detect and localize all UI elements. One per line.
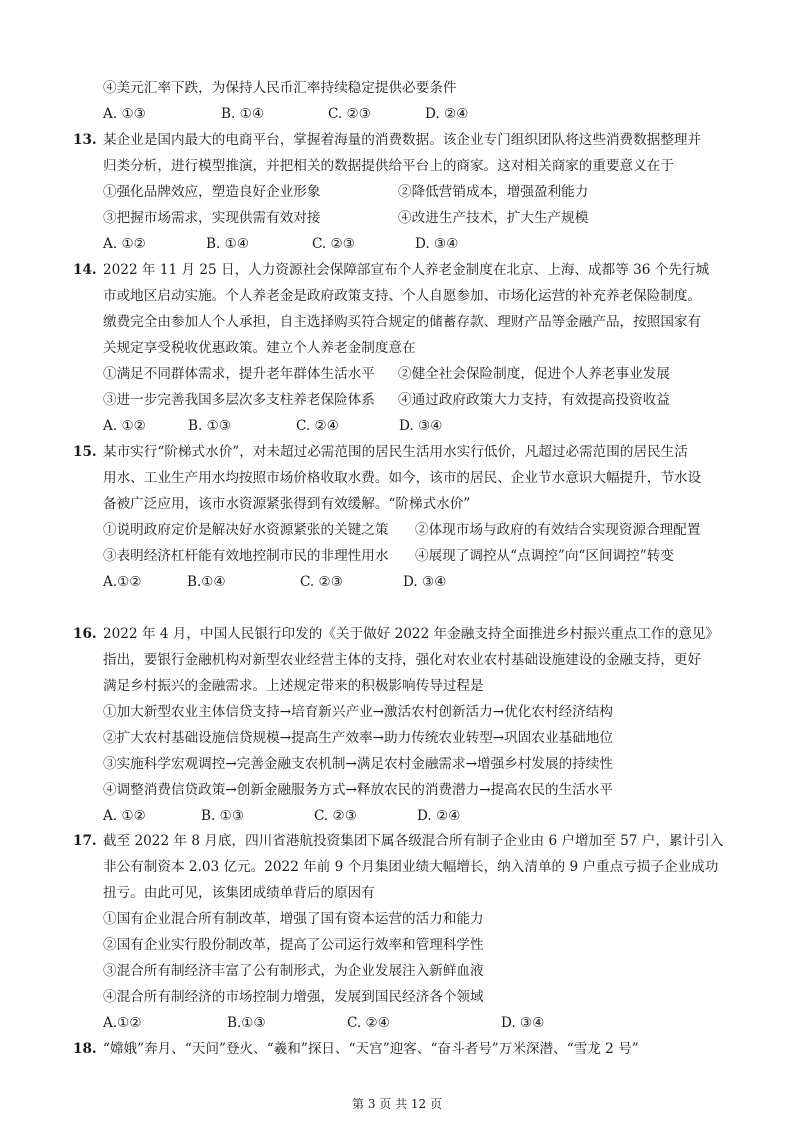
q15-option-a: A.①② <box>103 574 142 590</box>
q15-choice-4: ④展现了调控从“点调控”向“区间调控”转变 <box>415 548 674 564</box>
q17-number: 17. <box>73 833 97 849</box>
q16-stem-line-2: 指出，要银行金融机构对新型农业经营主体的支持，强化对农业农村基础设施建设的金融支持，更好 <box>103 652 702 668</box>
q13-option-b: B. ①④ <box>206 236 250 252</box>
q14-choice-1: ①满足不同群体需求，提升老年群体生活水平 <box>103 366 375 382</box>
q16-stem-line-1: 2022 年 4 月，中国人民银行印发的《关于做好 2022 年金融支持全面推进乡村振兴重点工作的意见》 <box>103 626 720 642</box>
q16-stem-line-3: 满足乡村振兴的金融需求。上述规定带来的积极影响传导过程是 <box>103 678 484 694</box>
q13-option-a: A. ①② <box>103 236 146 252</box>
q16-option-b: B. ①③ <box>201 808 245 824</box>
q15-number: 15. <box>73 444 97 460</box>
q18-number: 18. <box>73 1041 97 1057</box>
q17-item-3: ③混合所有制经济丰富了公有制形式，为企业发展注入新鲜血液 <box>103 963 484 979</box>
q16-item-1: ①加大新型农业主体信贷支持→培育新兴产业→激活农村创新活力→优化农村经济结构 <box>103 704 613 720</box>
q14-number: 14. <box>73 262 97 278</box>
q12-option-b: B. ①④ <box>221 106 265 122</box>
q17-option-a: A.①② <box>103 1015 142 1031</box>
q15-option-d: D. ③④ <box>403 574 447 590</box>
q16-option-a: A. ①② <box>103 808 146 824</box>
q13-choice-2: ②降低营销成本，增强盈利能力 <box>398 184 589 200</box>
q14-stem-line-1: 2022 年 11 月 25 日，人力资源社会保障部宣布个人养老金制度在北京、上海、成都等 36 个先行城 <box>103 262 710 278</box>
q14-stem-line-4: 关规定享受税收优惠政策。建立个人养老金制度意在 <box>103 340 416 356</box>
q15-choice-2: ②体现市场与政府的有效结合实现资源合理配置 <box>415 522 701 538</box>
q13-choice-4: ④改进生产技术，扩大生产规模 <box>398 210 589 226</box>
q14-option-b: B. ①③ <box>188 418 232 434</box>
q17-option-b: B.①③ <box>227 1015 266 1031</box>
q17-item-4: ④混合所有制经济的市场控制力增强，发展到国民经济各个领域 <box>103 989 484 1005</box>
q18-stem-line-1: “嫦娥”奔月、“天问”登火、“羲和”探日、“天宫”迎客、“奋斗者号”万米深潜、“雪龙 2 号” <box>103 1041 639 1057</box>
q17-stem-line-2: 非公有制资本 2.03 亿元。2022 年前 9 个月集团业绩大幅增长，纳入清单的 9 户重点亏损子企业成功 <box>103 859 719 875</box>
q13-choice-1: ①强化品牌效应，塑造良好企业形象 <box>103 184 321 200</box>
q12-option-d: D. ②④ <box>425 106 469 122</box>
q13-option-c: C. ②③ <box>312 236 355 252</box>
q13-stem-line-2: 归类分析，进行模型推演，并把相关的数据提供给平台上的商家。这对相关商家的重要意义在于 <box>103 158 674 174</box>
q12-choice-4: ④美元汇率下跌，为保持人民币汇率持续稳定提供必要条件 <box>103 80 457 96</box>
q14-option-d: D. ③④ <box>399 418 443 434</box>
q16-option-d: D. ②④ <box>417 808 461 824</box>
q16-item-2: ②扩大农村基础设施信贷规模→提高生产效率→助力传统农业转型→巩固农业基础地位 <box>103 730 613 746</box>
q16-number: 16. <box>73 626 97 642</box>
q17-stem-line-1: 截至 2022 年 8 月底，四川省港航投资集团下属各级混合所有制子企业由 6 户增加至 57 户，累计引入 <box>103 833 724 849</box>
q14-choice-3: ③进一步完善我国多层次多支柱养老保险体系 <box>103 392 375 408</box>
q13-number: 13. <box>73 132 97 148</box>
q13-option-d: D. ③④ <box>415 236 459 252</box>
q12-option-c: C. ②③ <box>328 106 371 122</box>
page-footer: 第 3 页 共 12 页 <box>352 1097 442 1111</box>
q14-option-a: A. ①② <box>103 418 146 434</box>
q16-item-3: ③实施科学宏观调控→完善金融支农机制→满足农村金融需求→增强乡村发展的持续性 <box>103 756 613 772</box>
q17-stem-line-3: 扭亏。由此可见，该集团成绩单背后的原因有 <box>103 885 375 901</box>
q15-stem-line-2: 用水、工业生产用水均按照市场价格收取水费。如今，该市的居民、企业节水意识大幅提升，节水设 <box>103 470 702 486</box>
q14-option-c: C. ②④ <box>296 418 339 434</box>
q14-choice-2: ②健全社会保险制度，促进个人养老事业发展 <box>398 366 670 382</box>
q15-stem-line-1: 某市实行“阶梯式水价”，对未超过必需范围的居民生活用水实行低价，凡超过必需范围的居民生活 <box>103 444 688 460</box>
q12-option-a: A. ①③ <box>103 106 146 122</box>
q15-choice-1: ①说明政府定价是解决好水资源紧张的关键之策 <box>103 522 389 538</box>
q13-choice-3: ③把握市场需求，实现供需有效对接 <box>103 210 321 226</box>
q13-stem-line-1: 某企业是国内最大的电商平台，掌握着海量的消费数据。该企业专门组织团队将这些消费数据整理并 <box>103 132 702 148</box>
q14-choice-4: ④通过政府政策大力支持，有效提高投资收益 <box>398 392 670 408</box>
q17-item-2: ②国有企业实行股份制改革，提高了公司运行效率和管理科学性 <box>103 937 484 953</box>
q16-option-c: C. ②③ <box>314 808 357 824</box>
q15-option-b: B.①④ <box>187 574 226 590</box>
q16-item-4: ④调整消费信贷政策→创新金融服务方式→释放农民的消费潜力→提高农民的生活水平 <box>103 782 613 798</box>
q15-option-c: C. ②③ <box>300 574 343 590</box>
q15-stem-line-3: 备被广泛应用，该市水资源紧张得到有效缓解。“阶梯式水价” <box>103 496 471 512</box>
q17-option-c: C. ②④ <box>347 1015 390 1031</box>
q17-item-1: ①国有企业混合所有制改革，增强了国有资本运营的活力和能力 <box>103 911 484 927</box>
q15-choice-3: ③表明经济杠杆能有效地控制市民的非理性用水 <box>103 548 389 564</box>
q17-option-d: D. ③④ <box>501 1015 545 1031</box>
q14-stem-line-3: 缴费完全由参加人个人承担，自主选择购买符合规定的储蓄存款、理财产品等金融产品，按照国家有 <box>103 314 702 330</box>
q14-stem-line-2: 市或地区启动实施。个人养老金是政府政策支持、个人自愿参加、市场化运营的补充养老保险制度。 <box>103 288 702 304</box>
